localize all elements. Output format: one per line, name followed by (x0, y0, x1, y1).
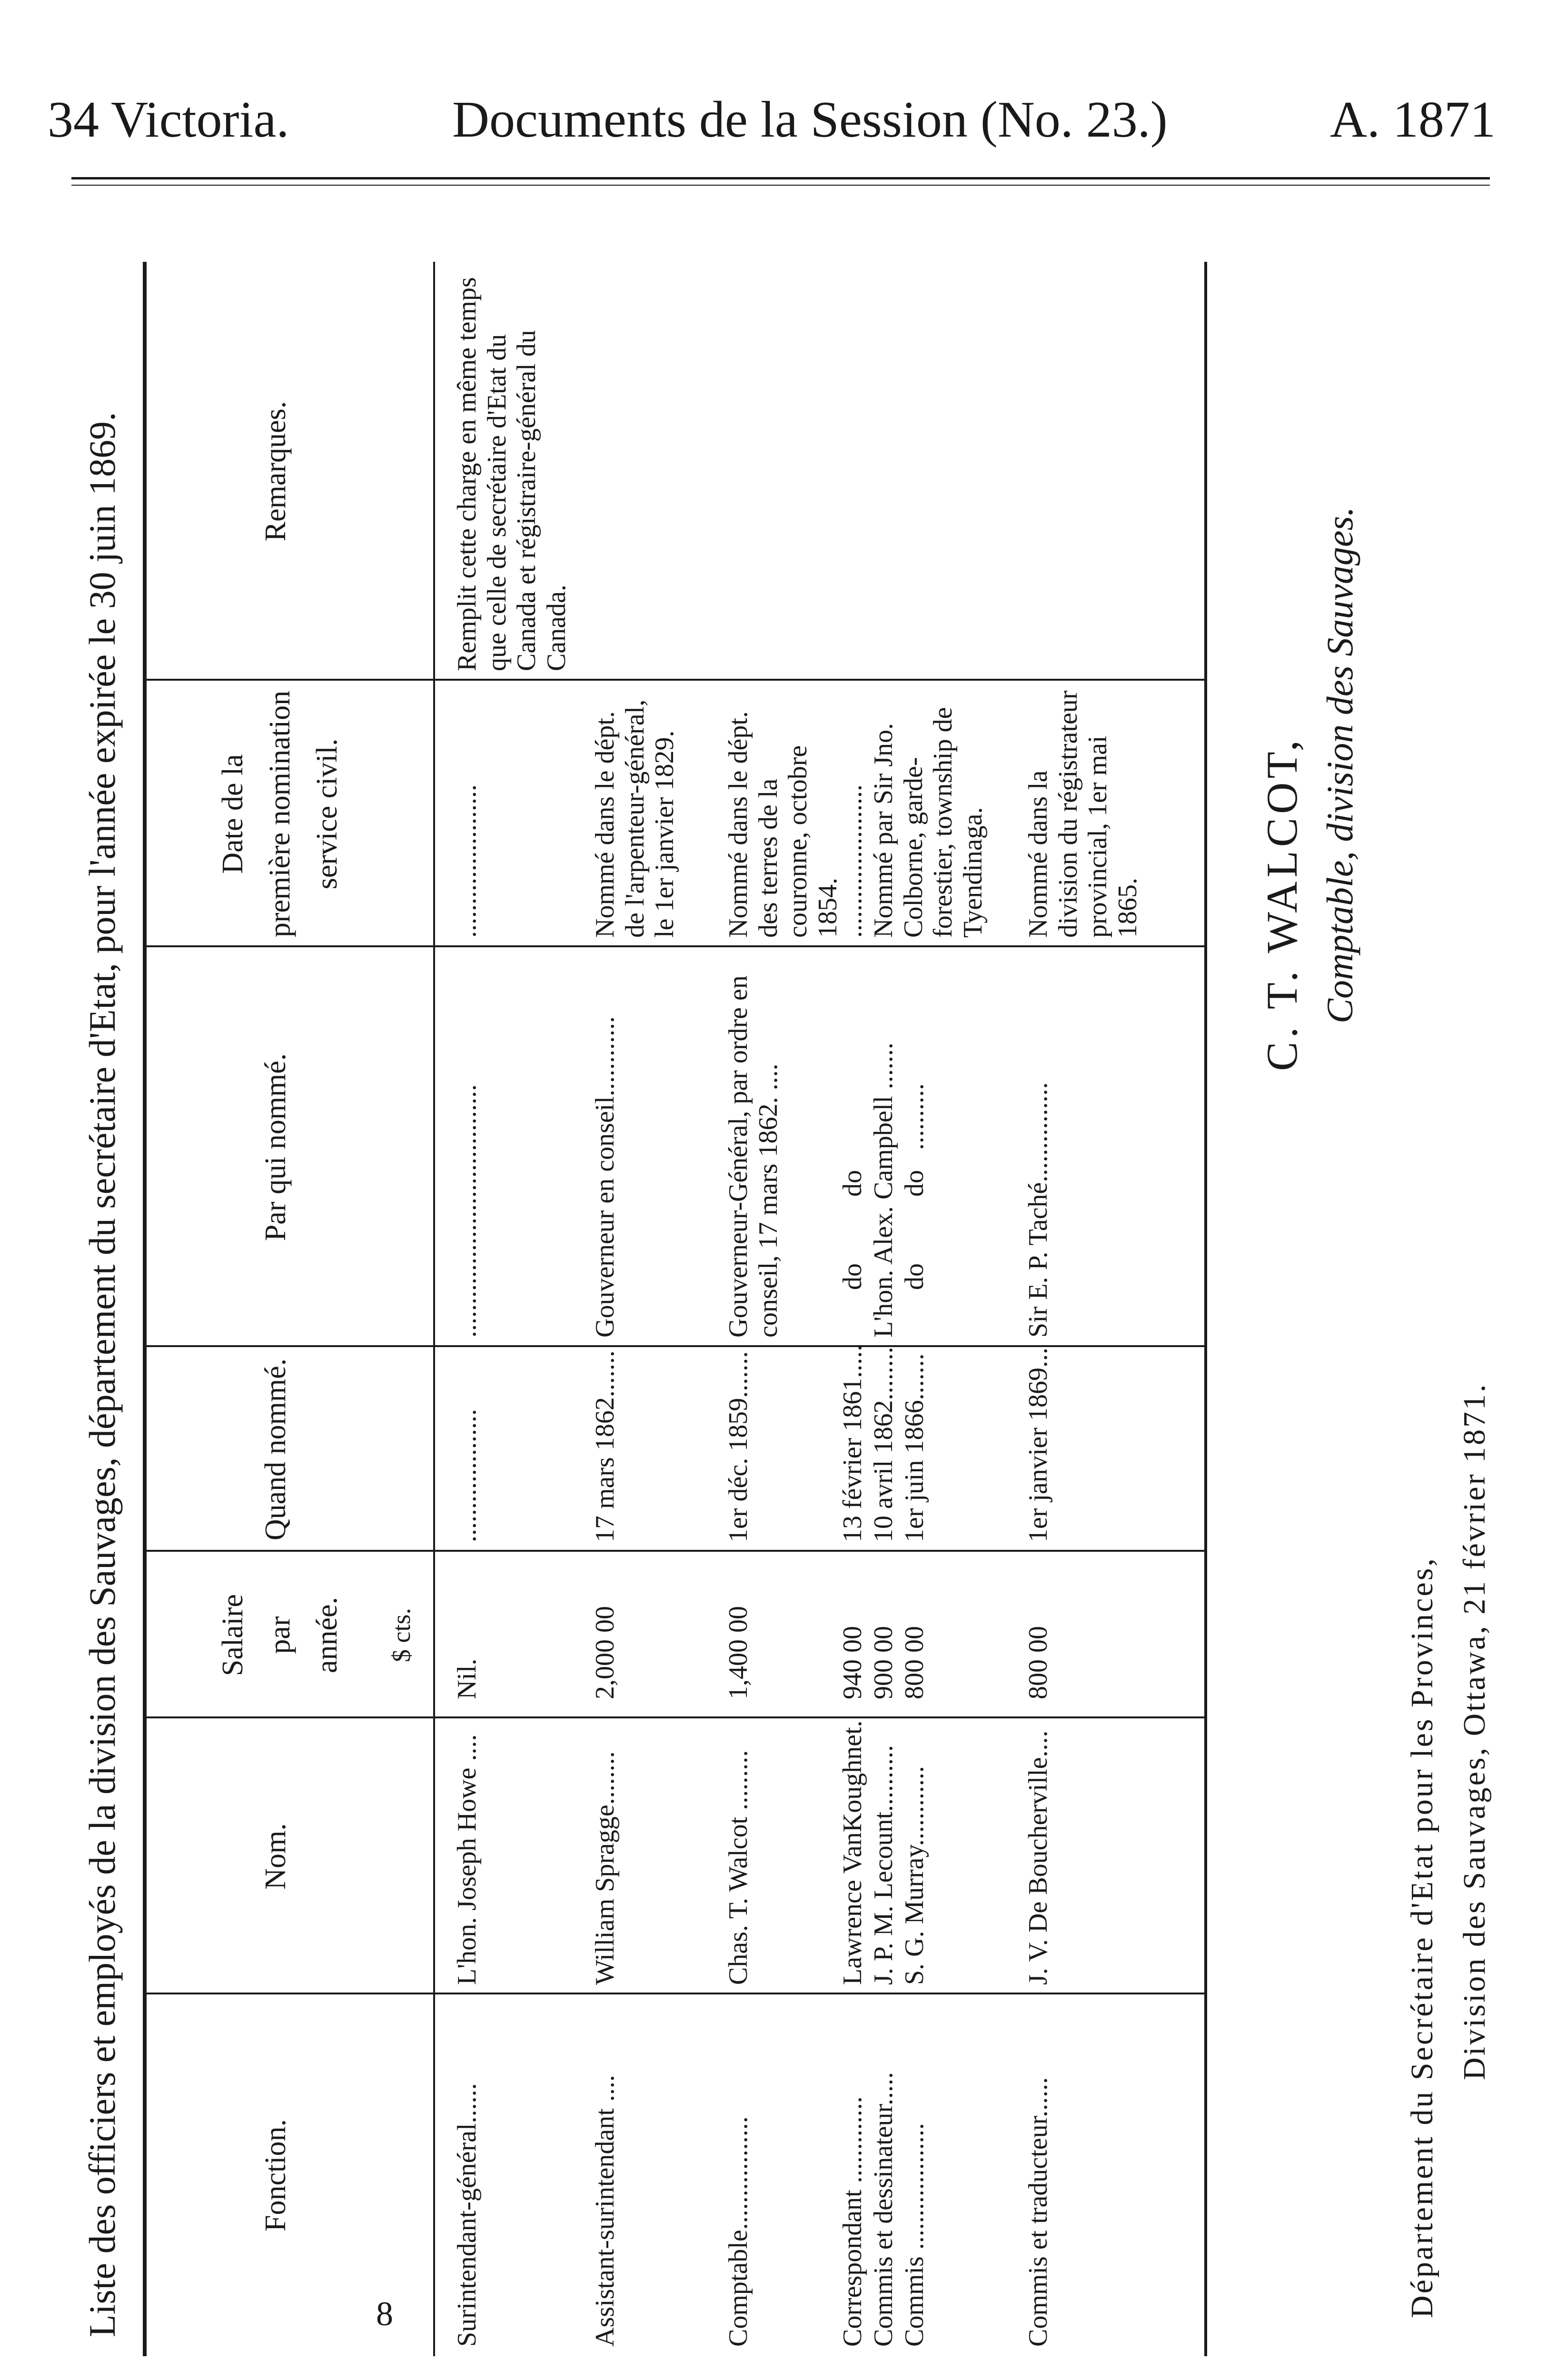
row-3-date: Nommé dans le dépt. des terres de la couronne, octobre 1854. (724, 711, 843, 938)
signature-role: Comptable, division des Sauvages. (1319, 506, 1360, 1023)
row-2-quand: 17 mars 1862....... (590, 1350, 620, 1542)
header-remarques: Remarques. (259, 401, 292, 542)
row-1-nom: L'hon. Joseph Howe .... (452, 1734, 482, 1985)
row-7-date: Nommé dans la division du régistrateur provincial, 1er mai 1865. (1023, 690, 1143, 938)
row-1-date: ....................... (452, 784, 482, 938)
running-header (0, 76, 1567, 171)
row-5-fonction: Commis et dessinateur..... (869, 2072, 898, 2347)
header-year: A. 1871 (1330, 91, 1496, 148)
header-par-qui: Par qui nommé. (259, 1053, 292, 1241)
row-5-par-qui: L'hon. Alex. Campbell ....... (869, 1042, 898, 1338)
header-date: Date de la première nomination service civil. (217, 690, 344, 938)
row-2-date: Nommé dans le dépt. de l'arpenteur-général, le 1er janvier 1829. (590, 699, 680, 938)
row-4-par-qui: do do (838, 1170, 867, 1290)
row-3-nom: Chas. T. Walcot ......... (724, 1750, 753, 1985)
header-currency: $ cts. (387, 1608, 416, 1662)
row-7-fonction: Commis et traducteur...... (1023, 2077, 1053, 2347)
row-6-fonction: Commis ................... (900, 2123, 929, 2347)
header-rule-thick (71, 177, 1490, 179)
row-1-remarques: Remplit cette charge en même temps que celle de secrétaire d'Etat du Canada et régistraire-général du Canada. (452, 277, 572, 671)
table-bottom-rule (1204, 262, 1207, 2356)
row-3-fonction: Comptable................. (724, 2116, 753, 2347)
row-2-nom: William Spragge........ (590, 1751, 620, 1985)
row-6-par-qui: do do .......... (900, 1083, 929, 1290)
officers-table (143, 262, 1238, 2356)
row-2-par-qui: Gouverneur en conseil............ (590, 1016, 620, 1338)
row-3-salaire: 1,400 00 (724, 1606, 753, 1699)
row-6-nom: S. G. Murray............ (900, 1766, 929, 1985)
row-4-nom: Lawrence VanKoughnet. (838, 1720, 867, 1985)
footer-department: Département du Secrétaire d'Etat pour les Provinces, (1405, 1557, 1439, 2318)
table-top-rule (143, 262, 147, 2356)
row-5-quand: 10 avril 1862........ (869, 1347, 898, 1542)
row-5-salaire: 900 00 (869, 1626, 898, 1699)
header-salaire: Salaire par année. (217, 1594, 344, 1676)
header-fonction: Fonction. (259, 2119, 292, 2231)
row-4-salaire: 940 00 (838, 1626, 867, 1699)
header-volume: 34 Victoria. (48, 91, 289, 148)
signature-name: C. T. WALCOT, (1258, 736, 1306, 1071)
header-rule-thin (71, 185, 1490, 186)
row-2-salaire: 2,000 00 (590, 1606, 620, 1699)
row-4-quand: 13 février 1861..... (838, 1344, 867, 1542)
row-1-par-qui: ...................................... (452, 1084, 482, 1338)
row-7-salaire: 800 00 (1023, 1626, 1053, 1699)
row-1-fonction: Surintendant-général...... (452, 2083, 482, 2347)
row-6-quand: 1er juin 1866....... (900, 1353, 929, 1542)
col-rule (143, 1345, 1204, 1347)
header-document-title: Documents de la Session (No. 23.) (452, 91, 1168, 148)
header-quand: Quand nommé. (259, 1358, 292, 1541)
row-7-nom: J. V. De Boucherville.... (1023, 1730, 1053, 1985)
table-title: Liste des officiers et employés de la division des Sauvages, département du secrétaire d'Etat, pour l'année expirée le 30 juin 1869. (81, 412, 123, 2337)
row-5-nom: J. P. M. Lecount.......... (869, 1745, 898, 1985)
header-nom: Nom. (259, 1823, 292, 1890)
row-1-salaire: Nil. (452, 1658, 482, 1699)
col-rule (143, 1993, 1204, 1994)
row-6-salaire: 800 00 (900, 1626, 929, 1699)
margin-mark: 8 (376, 2295, 393, 2333)
row-7-par-qui: Sir E. P. Taché............... (1023, 1082, 1053, 1338)
footer-division-date: Division des Sauvages, Ottawa, 21 février 1871. (1457, 1382, 1492, 2080)
row-7-quand: 1er janvier 1869... (1023, 1348, 1053, 1542)
row-3-quand: 1er déc. 1859....... (724, 1351, 753, 1542)
row-4-date: ....................... (838, 784, 867, 938)
row-4-fonction: Correspondant ............. (838, 2096, 867, 2347)
rotated-table-block (81, 262, 1509, 2356)
row-3-par-qui: Gouverneur-Général, par ordre en conseil, 17 mars 1862. .... (724, 975, 783, 1338)
row-2-fonction: Assistant-surintendant .... (590, 2075, 620, 2347)
row-1-quand: .................... (452, 1409, 482, 1542)
row-5-date: Nommé par Sir Jno. Colborne, garde-forestier, township de Tyendinaga. (869, 707, 988, 938)
header-bottom-rule (433, 262, 435, 2356)
